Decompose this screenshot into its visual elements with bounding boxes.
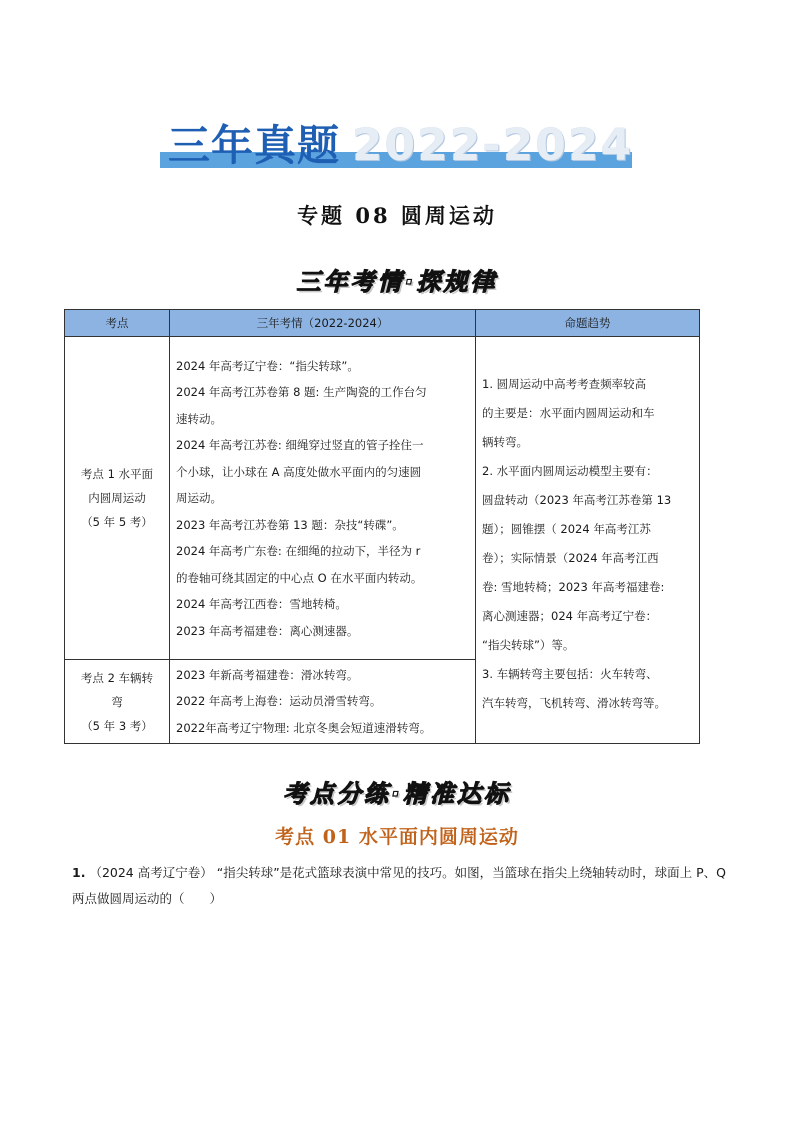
kaodian-line: 弯: [111, 694, 123, 709]
exam-item: 的卷轴可绕其固定的中心点 O 在水平面内转动。: [176, 570, 423, 585]
exam-item: 2023 年高考福建卷：离心测速器。: [176, 623, 359, 638]
banner-years: 2022-2024: [352, 120, 634, 171]
section-title-practice: 考点分练·精准达标: [282, 780, 512, 808]
question-number: 1.: [72, 865, 86, 880]
header-exam-history: 三年考情（2022-2024）: [170, 310, 476, 337]
title-banner: [160, 120, 635, 178]
trend-line: 3. 车辆转弯主要包括：火车转弯、: [482, 666, 658, 681]
trend-line: 的主要是：水平面内圆周运动和车: [482, 405, 655, 420]
exam-item: 2024 年高考辽宁卷：“指尖转球”。: [176, 358, 359, 373]
trend-line: 题）；圆锥摆（ 2024 年高考江苏: [482, 521, 651, 536]
kaodian-01-title: 考点 01 水平面内圆周运动: [275, 826, 519, 848]
header-trend: 命题趋势: [476, 310, 700, 337]
trend-line: 圆盘转动（2023 年高考江苏卷第 13: [482, 492, 672, 507]
trend-line: “指尖转球”）等。: [482, 637, 575, 652]
exam-item: 2024 年高考江苏卷: 细绳穿过竖直的管子拴住一: [176, 438, 424, 453]
kaodian-line: （5 年 3 考）: [81, 718, 153, 733]
exam-item: 2024 年高考江西卷：雪地转椅。: [176, 597, 347, 612]
kaodian-cell-1: [65, 337, 170, 660]
exam-history-cell-1: [170, 337, 476, 660]
exam-item: 2022年高考辽宁物理: 北京冬奥会短道速滑转弯。: [176, 720, 432, 735]
kaodian-line: （5 年 5 考）: [81, 515, 153, 529]
header-kaodian: 考点: [65, 310, 170, 337]
trend-line: 辆转弯。: [482, 434, 528, 449]
exam-history-cell-2: [170, 660, 476, 744]
kaodian-cell-2: [65, 660, 170, 744]
exam-item: 周运动。: [176, 491, 222, 506]
exam-item: 速转动。: [176, 411, 222, 426]
exam-item: 2024 年高考广东卷: 在细绳的拉动下，半径为 r: [176, 544, 421, 559]
exam-item: 2023 年高考江苏卷第 13 题：杂技“转碟”。: [176, 517, 404, 532]
exam-item: 2023 年新高考福建卷：滑冰转弯。: [176, 667, 359, 682]
trend-line: 卷: 雪地转椅；2023 年高考福建卷:: [482, 579, 665, 594]
question-1: [72, 860, 732, 912]
trend-line: 汽车转弯，飞机转弯、滑冰转弯等。: [482, 695, 666, 710]
question-text: “指尖转球”是花式篮球表演中常见的技巧。如图，当篮球在指尖上绕轴转动时，球面上 P、Q 两点做圆周运动的（ ）: [72, 865, 727, 906]
question-source: （2024 高考辽宁卷）: [89, 865, 213, 880]
kaodian-line: 考点 1 水平面: [80, 467, 154, 481]
exam-item: 2024 年高考江苏卷第 8 题: 生产陶瓷的工作台匀: [176, 385, 427, 400]
exam-item: 2022 年高考上海卷：运动员滑雪转弯。: [176, 694, 382, 709]
exam-item: 个小球，让小球在 A 高度处做水平面内的匀速圆: [176, 464, 422, 479]
topic-title: 专题 08 圆周运动: [297, 203, 497, 228]
trend-line: 离心测速器；024 年高考辽宁卷：: [482, 608, 658, 623]
table-row: [65, 337, 700, 660]
exam-analysis-table: [64, 309, 700, 744]
trend-line: 2. 水平面内圆周运动模型主要有：: [482, 463, 658, 478]
section-title-exam-analysis: 三年考情·探规律: [296, 268, 498, 296]
table-header-row: [65, 310, 700, 337]
kaodian-line: 考点 2 车辆转: [80, 670, 154, 685]
trend-line: 1. 圆周运动中高考考查频率较高: [482, 376, 647, 391]
trend-cell: [476, 337, 700, 744]
kaodian-line: 内圆周运动: [88, 491, 146, 505]
trend-line: 卷）；实际情景（2024 年高考江西: [482, 550, 659, 565]
banner-title: 三年真题: [168, 121, 341, 170]
